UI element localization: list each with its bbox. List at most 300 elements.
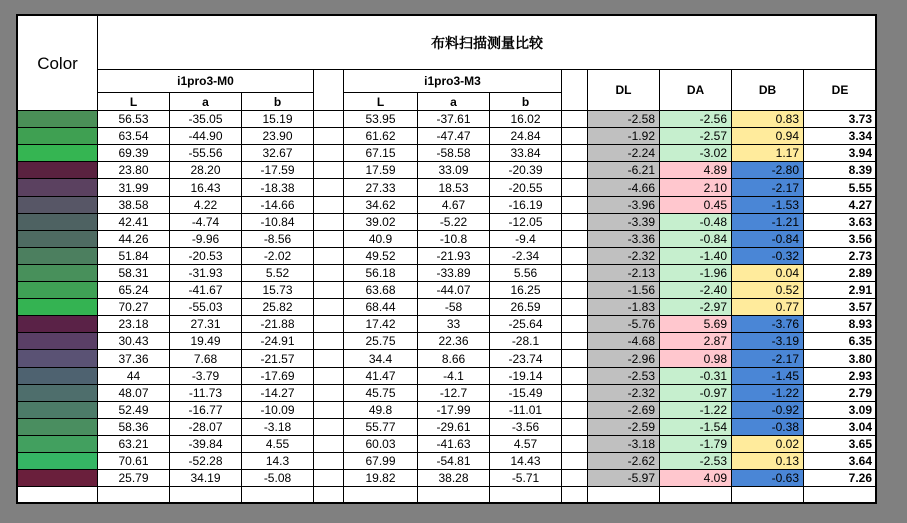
m0-value: 15.73 [242,282,314,299]
db-value: -1.21 [732,214,804,231]
spacer-2 [562,70,588,111]
m0-value: 56.53 [98,111,170,128]
m3-value: 56.18 [344,265,418,282]
de-value: 3.73 [804,111,876,128]
m3-value: 67.99 [344,453,418,470]
m3-value: 39.02 [344,214,418,231]
spacer-2 [562,282,588,299]
m3-value: -5.22 [418,214,490,231]
m0-value: 42.41 [98,214,170,231]
m0-value: 44 [98,368,170,385]
color-swatch [18,248,98,265]
m0-value: -18.38 [242,179,314,197]
sub-header-m0-1: a [170,93,242,111]
spacer-1 [314,265,344,282]
m3-value: -17.99 [418,402,490,419]
m3-value: 4.67 [418,197,490,214]
da-value: -1.96 [660,265,732,282]
m3-value: 45.75 [344,385,418,402]
de-value: 3.64 [804,453,876,470]
group-header-m0: i1pro3-M0 [98,70,314,93]
db-value: 0.94 [732,128,804,145]
dl-value: -2.59 [588,419,660,436]
empty-cell [418,487,490,503]
empty-cell [344,487,418,503]
de-value: 4.27 [804,197,876,214]
m0-value: -41.67 [170,282,242,299]
m3-value: 63.68 [344,282,418,299]
spacer-1 [314,214,344,231]
m3-value: 5.56 [490,265,562,282]
db-value: -2.80 [732,162,804,179]
de-value: 8.39 [804,162,876,179]
sub-header-m0-0: L [98,93,170,111]
m3-value: -29.61 [418,419,490,436]
color-swatch [18,385,98,402]
de-value: 3.94 [804,145,876,162]
color-swatch [18,350,98,368]
de-value: 3.63 [804,214,876,231]
db-value: -0.92 [732,402,804,419]
db-value: -0.63 [732,470,804,487]
sub-header-m3-1: a [418,93,490,111]
m3-value: -12.05 [490,214,562,231]
empty-cell [18,487,98,503]
da-value: -2.97 [660,299,732,316]
m0-value: -55.03 [170,299,242,316]
color-swatch [18,402,98,419]
da-value: -1.40 [660,248,732,265]
spacer-1 [314,231,344,248]
spacer-2 [562,453,588,470]
m3-value: -12.7 [418,385,490,402]
m0-value: -28.07 [170,419,242,436]
m3-value: 41.47 [344,368,418,385]
m0-value: 25.82 [242,299,314,316]
color-swatch [18,453,98,470]
empty-cell [170,487,242,503]
da-value: 4.89 [660,162,732,179]
color-swatch [18,419,98,436]
m3-value: 34.4 [344,350,418,368]
spacer-1 [314,197,344,214]
empty-cell [660,487,732,503]
de-value: 3.65 [804,436,876,453]
m3-value: -54.81 [418,453,490,470]
color-swatch [18,282,98,299]
m3-value: 61.62 [344,128,418,145]
m0-value: 30.43 [98,333,170,350]
m3-value: 24.84 [490,128,562,145]
spacer-2 [562,231,588,248]
db-value: -0.84 [732,231,804,248]
m0-value: 23.90 [242,128,314,145]
m3-value: -25.64 [490,316,562,333]
m0-value: 28.20 [170,162,242,179]
db-value: 0.52 [732,282,804,299]
m0-value: 15.19 [242,111,314,128]
de-value: 2.73 [804,248,876,265]
de-value: 2.79 [804,385,876,402]
dl-value: -1.92 [588,128,660,145]
m0-value: -21.88 [242,316,314,333]
m3-value: 8.66 [418,350,490,368]
m3-value: -37.61 [418,111,490,128]
spacer-1 [314,179,344,197]
color-swatch [18,470,98,487]
m0-value: -44.90 [170,128,242,145]
color-swatch [18,333,98,350]
m0-value: 38.58 [98,197,170,214]
m3-value: -2.34 [490,248,562,265]
color-swatch [18,265,98,282]
da-value: -1.79 [660,436,732,453]
m0-value: -10.09 [242,402,314,419]
m0-value: -11.73 [170,385,242,402]
spacer-1 [314,350,344,368]
spacer-1 [314,402,344,419]
spacer-2 [562,299,588,316]
m3-value: -41.63 [418,436,490,453]
m3-value: 60.03 [344,436,418,453]
spacer-1 [314,419,344,436]
m3-value: -58.58 [418,145,490,162]
da-value: 2.87 [660,333,732,350]
spacer-1 [314,333,344,350]
diff-header-dl: DL [588,70,660,111]
da-value: -2.40 [660,282,732,299]
spacer-2 [562,214,588,231]
m3-value: -19.14 [490,368,562,385]
m3-value: 4.57 [490,436,562,453]
m0-value: 23.18 [98,316,170,333]
de-value: 2.91 [804,282,876,299]
de-value: 3.34 [804,128,876,145]
m3-value: -5.71 [490,470,562,487]
empty-cell [314,487,344,503]
de-value: 6.35 [804,333,876,350]
dl-value: -2.58 [588,111,660,128]
m0-value: 51.84 [98,248,170,265]
spacer-2 [562,368,588,385]
da-value: 5.69 [660,316,732,333]
spacer-1 [314,436,344,453]
dl-value: -2.53 [588,368,660,385]
m3-value: -21.93 [418,248,490,265]
db-value: 0.02 [732,436,804,453]
spacer-1 [314,385,344,402]
spacer-2 [562,179,588,197]
de-value: 3.09 [804,402,876,419]
db-value: -2.17 [732,179,804,197]
dl-value: -2.32 [588,385,660,402]
m0-value: 5.52 [242,265,314,282]
empty-cell [732,487,804,503]
m0-value: 31.99 [98,179,170,197]
spacer-1 [314,316,344,333]
de-value: 3.57 [804,299,876,316]
m0-value: 52.49 [98,402,170,419]
color-swatch [18,128,98,145]
db-value: -3.19 [732,333,804,350]
de-value: 5.55 [804,179,876,197]
dl-value: -5.97 [588,470,660,487]
m3-value: -4.1 [418,368,490,385]
m3-value: 26.59 [490,299,562,316]
color-header: Color [18,16,98,111]
spacer-2 [562,145,588,162]
dl-value: -2.69 [588,402,660,419]
sub-header-m3-2: b [490,93,562,111]
m3-value: -23.74 [490,350,562,368]
spacer-2 [562,265,588,282]
empty-cell [98,487,170,503]
de-value: 2.89 [804,265,876,282]
spacer-2 [562,419,588,436]
m3-value: 25.75 [344,333,418,350]
m3-value: -47.47 [418,128,490,145]
m3-value: -44.07 [418,282,490,299]
dl-value: -1.56 [588,282,660,299]
m0-value: -17.69 [242,368,314,385]
m3-value: 17.42 [344,316,418,333]
m0-value: -52.28 [170,453,242,470]
dl-value: -1.83 [588,299,660,316]
spacer-1 [314,162,344,179]
m3-value: -15.49 [490,385,562,402]
m3-value: 53.95 [344,111,418,128]
spacer-1 [314,470,344,487]
m3-value: 40.9 [344,231,418,248]
de-value: 3.56 [804,231,876,248]
m3-value: 33.09 [418,162,490,179]
spacer-1 [314,299,344,316]
m3-value: 27.33 [344,179,418,197]
dl-value: -2.62 [588,453,660,470]
m3-value: 49.52 [344,248,418,265]
db-value: -2.17 [732,350,804,368]
m0-value: 58.31 [98,265,170,282]
m3-value: 34.62 [344,197,418,214]
de-value: 8.93 [804,316,876,333]
m0-value: -9.96 [170,231,242,248]
m0-value: -39.84 [170,436,242,453]
m0-value: -14.27 [242,385,314,402]
m0-value: 44.26 [98,231,170,248]
de-value: 3.04 [804,419,876,436]
color-swatch [18,111,98,128]
spacer-2 [562,197,588,214]
m0-value: -10.84 [242,214,314,231]
dl-value: -4.66 [588,179,660,197]
m3-value: 18.53 [418,179,490,197]
dl-value: -3.96 [588,197,660,214]
m0-value: -20.53 [170,248,242,265]
m3-value: -58 [418,299,490,316]
m3-value: 17.59 [344,162,418,179]
da-value: -3.02 [660,145,732,162]
spacer-2 [562,111,588,128]
m3-value: 38.28 [418,470,490,487]
m0-value: -21.57 [242,350,314,368]
db-value: -1.53 [732,197,804,214]
m0-value: -4.74 [170,214,242,231]
group-header-m3: i1pro3-M3 [344,70,562,93]
m0-value: 16.43 [170,179,242,197]
m0-value: 32.67 [242,145,314,162]
m0-value: 19.49 [170,333,242,350]
m0-value: 69.39 [98,145,170,162]
m0-value: 4.22 [170,197,242,214]
m3-value: 16.02 [490,111,562,128]
spacer-1 [314,145,344,162]
da-value: 4.09 [660,470,732,487]
db-value: -1.45 [732,368,804,385]
dl-value: -3.39 [588,214,660,231]
m0-value: 37.36 [98,350,170,368]
m3-value: 19.82 [344,470,418,487]
da-value: -2.56 [660,111,732,128]
m3-value: 68.44 [344,299,418,316]
m0-value: 63.21 [98,436,170,453]
m0-value: -16.77 [170,402,242,419]
m0-value: -3.18 [242,419,314,436]
diff-header-de: DE [804,70,876,111]
spacer-2 [562,333,588,350]
sub-header-m0-2: b [242,93,314,111]
da-value: -0.31 [660,368,732,385]
da-value: -2.53 [660,453,732,470]
dl-value: -4.68 [588,333,660,350]
m0-value: 70.27 [98,299,170,316]
m3-value: 49.8 [344,402,418,419]
spacer-2 [562,128,588,145]
spacer-2 [562,248,588,265]
color-swatch [18,299,98,316]
da-value: -2.57 [660,128,732,145]
m0-value: -17.59 [242,162,314,179]
color-swatch [18,231,98,248]
m0-value: 70.61 [98,453,170,470]
dl-value: -2.96 [588,350,660,368]
m3-value: -28.1 [490,333,562,350]
m3-value: -11.01 [490,402,562,419]
m0-value: -8.56 [242,231,314,248]
spacer-1 [314,368,344,385]
db-value: 0.13 [732,453,804,470]
db-value: -1.22 [732,385,804,402]
db-value: 0.04 [732,265,804,282]
m3-value: 16.25 [490,282,562,299]
da-value: 0.45 [660,197,732,214]
empty-cell [804,487,876,503]
m3-value: -9.4 [490,231,562,248]
comparison-sheet [16,14,877,504]
m0-value: -5.08 [242,470,314,487]
dl-value: -2.13 [588,265,660,282]
m0-value: -31.93 [170,265,242,282]
da-value: -0.97 [660,385,732,402]
m0-value: -14.66 [242,197,314,214]
da-value: -1.54 [660,419,732,436]
m0-value: -35.05 [170,111,242,128]
m0-value: 25.79 [98,470,170,487]
m0-value: 48.07 [98,385,170,402]
m0-value: -24.91 [242,333,314,350]
dl-value: -2.32 [588,248,660,265]
db-value: -3.76 [732,316,804,333]
empty-cell [242,487,314,503]
m0-value: 23.80 [98,162,170,179]
dl-value: -2.24 [588,145,660,162]
m3-value: -16.19 [490,197,562,214]
m0-value: 65.24 [98,282,170,299]
da-value: -0.84 [660,231,732,248]
dl-value: -3.36 [588,231,660,248]
m3-value: -20.39 [490,162,562,179]
spacer-2 [562,316,588,333]
m3-value: 33.84 [490,145,562,162]
color-swatch [18,145,98,162]
empty-cell [562,487,588,503]
spacer-2 [562,470,588,487]
da-value: 2.10 [660,179,732,197]
da-value: -1.22 [660,402,732,419]
m0-value: 58.36 [98,419,170,436]
m0-value: 27.31 [170,316,242,333]
diff-header-db: DB [732,70,804,111]
spacer-2 [562,385,588,402]
da-value: 0.98 [660,350,732,368]
spacer-1 [314,453,344,470]
color-swatch [18,368,98,385]
color-swatch [18,316,98,333]
de-value: 3.80 [804,350,876,368]
sub-header-m3-0: L [344,93,418,111]
db-value: 0.83 [732,111,804,128]
spacer-1 [314,111,344,128]
dl-value: -6.21 [588,162,660,179]
db-value: -0.38 [732,419,804,436]
empty-cell [490,487,562,503]
db-value: 1.17 [732,145,804,162]
m0-value: 63.54 [98,128,170,145]
spacer-2 [562,436,588,453]
m3-value: 22.36 [418,333,490,350]
m0-value: -2.02 [242,248,314,265]
db-value: -0.32 [732,248,804,265]
m3-value: 14.43 [490,453,562,470]
dl-value: -5.76 [588,316,660,333]
spacer-2 [562,350,588,368]
m3-value: -20.55 [490,179,562,197]
m0-value: -3.79 [170,368,242,385]
db-value: 0.77 [732,299,804,316]
m3-value: -33.89 [418,265,490,282]
dl-value: -3.18 [588,436,660,453]
color-swatch [18,214,98,231]
m0-value: 7.68 [170,350,242,368]
color-swatch [18,179,98,197]
spacer-1 [314,70,344,111]
color-swatch [18,197,98,214]
m0-value: -55.56 [170,145,242,162]
de-value: 2.93 [804,368,876,385]
m0-value: 4.55 [242,436,314,453]
spacer-1 [314,128,344,145]
m3-value: 55.77 [344,419,418,436]
da-value: -0.48 [660,214,732,231]
